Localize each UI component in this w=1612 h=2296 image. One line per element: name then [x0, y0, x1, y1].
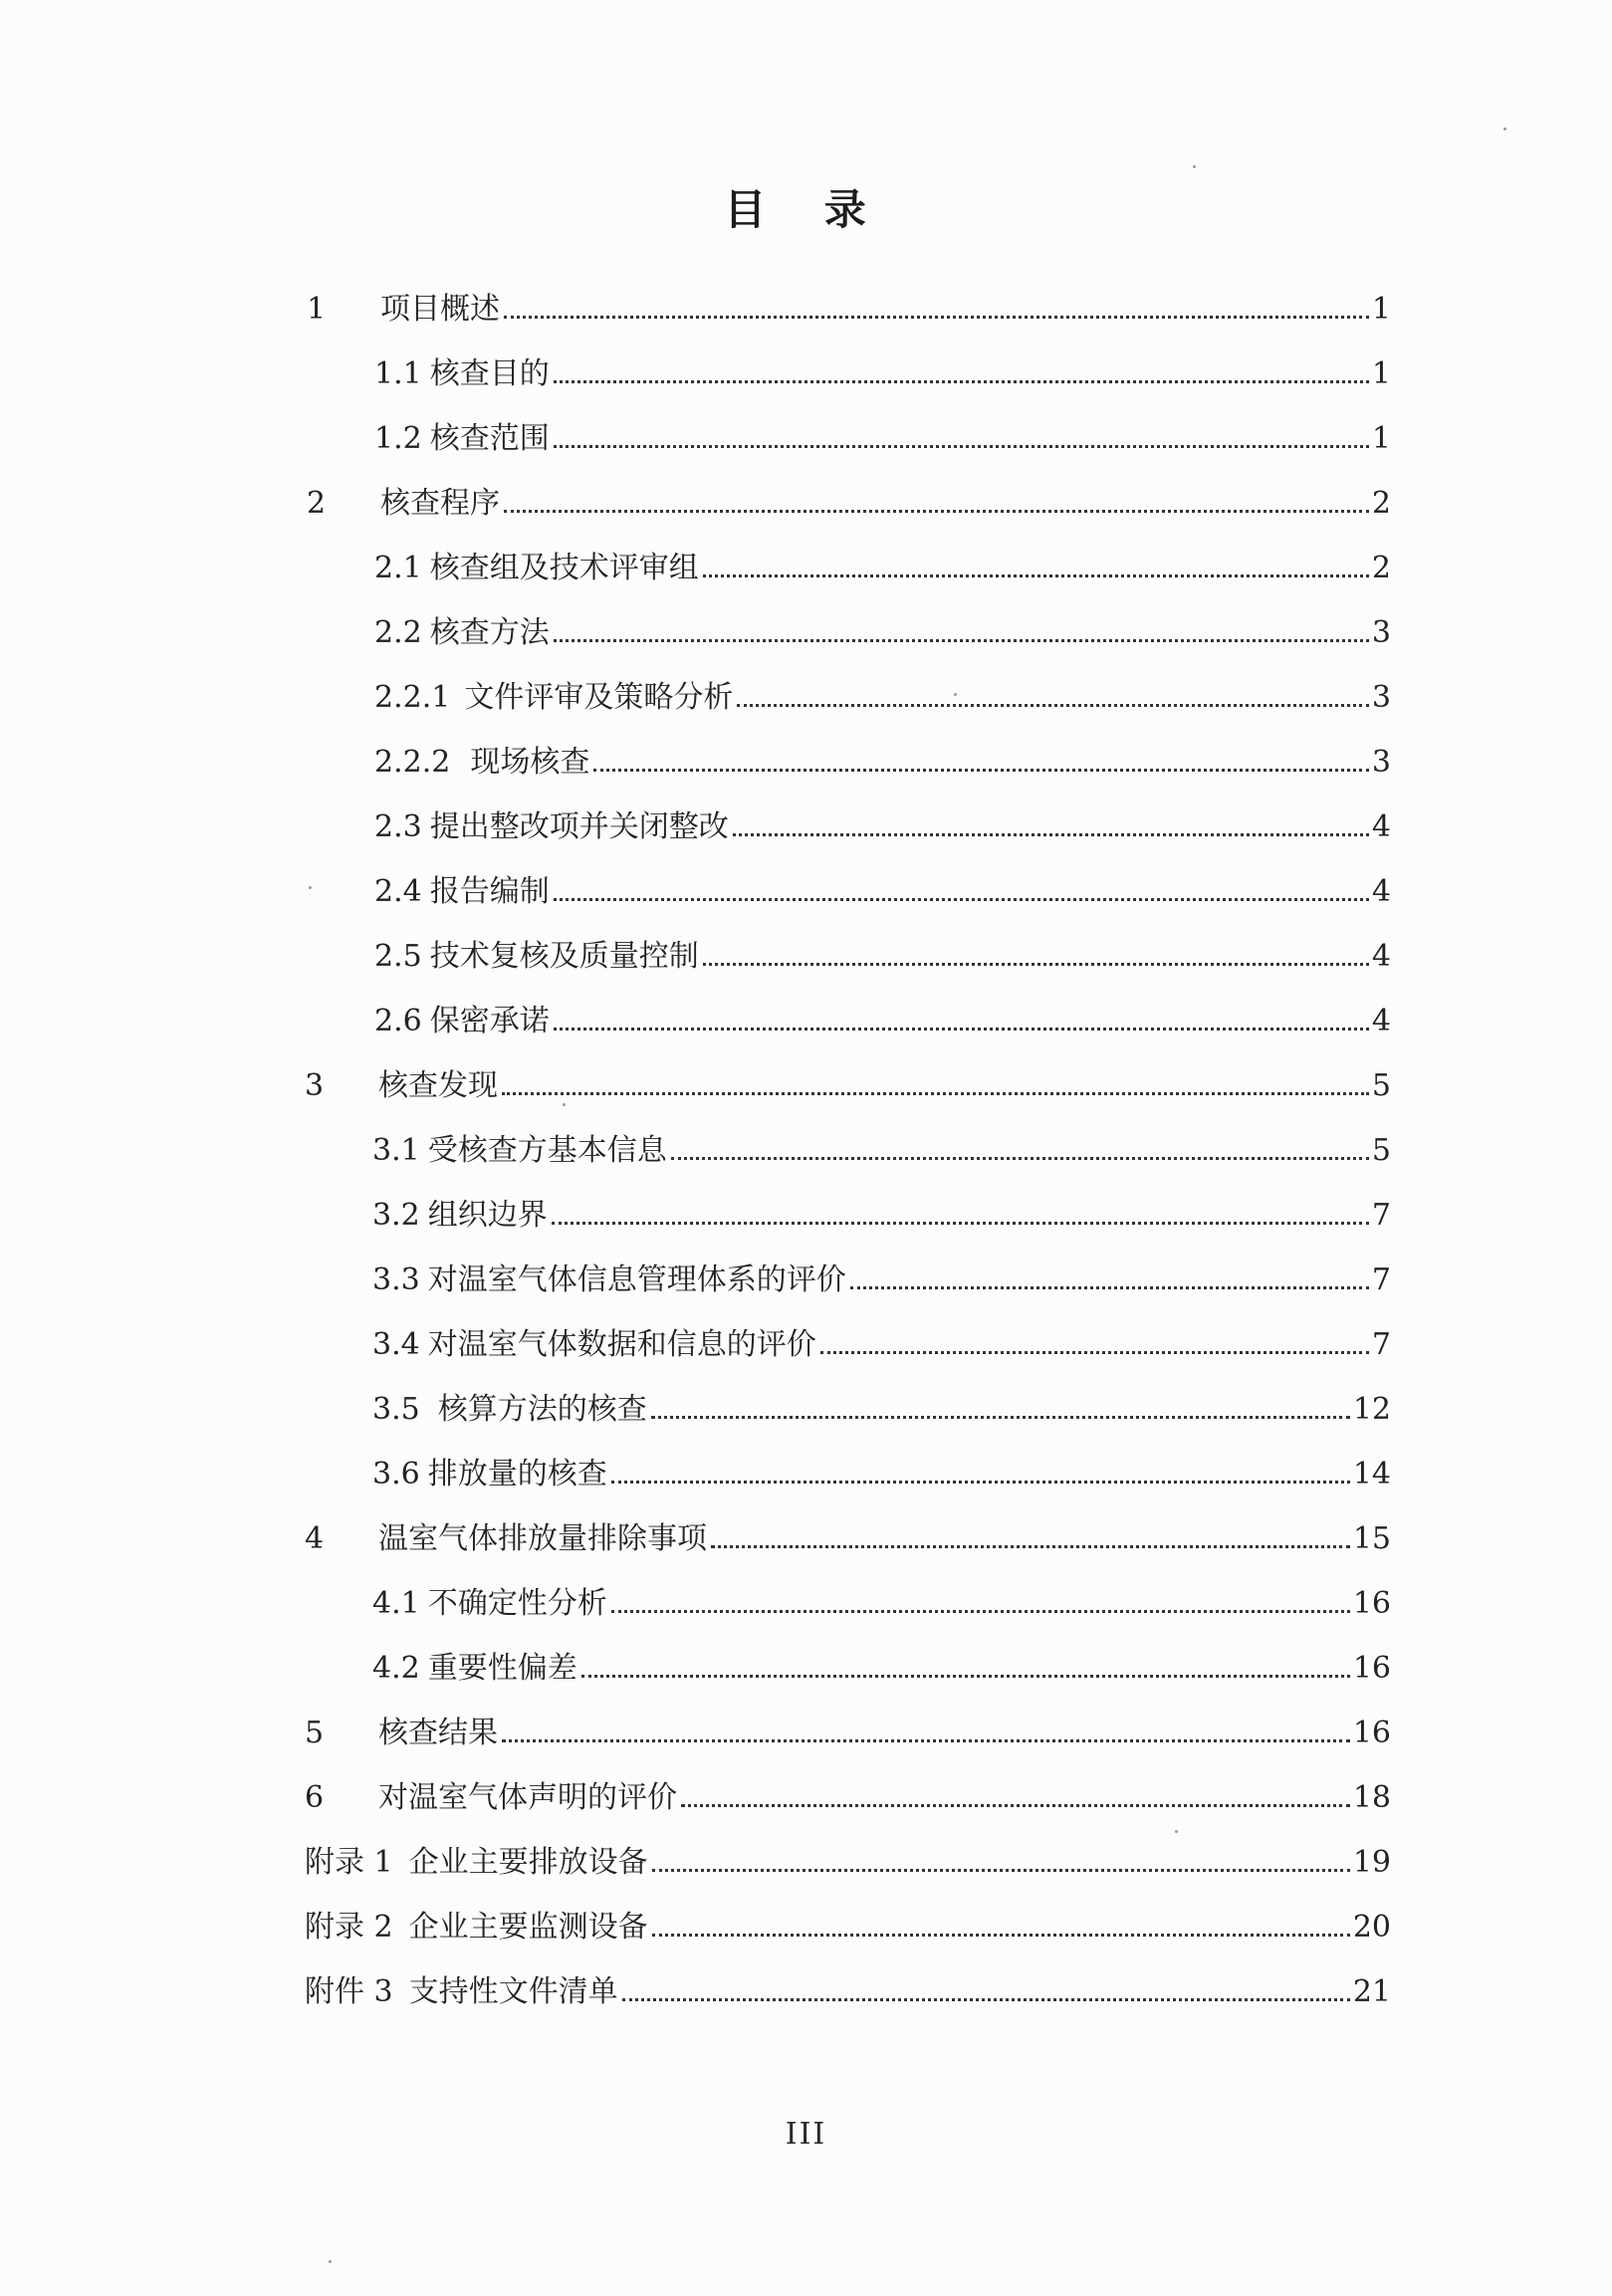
toc-entry[interactable] — [374, 348, 1391, 392]
toc-leader-dots — [554, 1028, 1369, 1031]
toc-leader-dots — [554, 445, 1369, 448]
scan-speck — [1193, 165, 1196, 168]
toc-entry-number: 4.1 — [372, 1586, 420, 1621]
toc-entry-page: 16 — [1352, 1586, 1391, 1621]
toc-entry-label: 核算方法的核查 — [437, 1392, 647, 1427]
toc-leader-dots — [554, 898, 1369, 901]
toc-entry-label: 温室气体排放量排除事项 — [378, 1521, 707, 1556]
toc-entry[interactable] — [305, 1513, 1391, 1557]
toc-entry-number: 6 — [305, 1780, 325, 1815]
toc-entry[interactable] — [305, 1837, 1391, 1881]
toc-leader-dots — [554, 639, 1369, 642]
toc-entry[interactable] — [372, 1190, 1391, 1234]
scan-speck — [309, 886, 312, 889]
toc-leader-dots — [622, 1998, 1350, 2001]
toc-leader-dots — [671, 1157, 1369, 1160]
toc-leader-dots — [737, 704, 1369, 707]
page-number: III — [785, 2117, 827, 2152]
toc-entry-number: 附录 1 — [305, 1845, 393, 1880]
toc-entry-label: 企业主要监测设备 — [408, 1910, 648, 1945]
scan-speck — [954, 693, 957, 696]
toc-leader-dots — [703, 574, 1369, 577]
toc-entry-number: 3 — [305, 1068, 325, 1103]
toc-entry-number: 1.1 — [374, 356, 422, 391]
toc-entry-label: 核查程序 — [380, 486, 500, 521]
toc-leader-dots — [733, 833, 1369, 836]
toc-leader-dots — [681, 1804, 1350, 1807]
toc-entry[interactable] — [307, 478, 1391, 522]
toc-entry[interactable] — [374, 543, 1391, 586]
toc-entry[interactable] — [372, 1578, 1391, 1622]
toc-leader-dots — [504, 316, 1369, 319]
scan-speck — [1503, 127, 1506, 130]
toc-entry-page: 15 — [1352, 1521, 1391, 1556]
toc-entry-number: 3.3 — [372, 1263, 420, 1297]
toc-entry-label: 受核查方基本信息 — [427, 1133, 667, 1168]
toc-entry-page: 7 — [1371, 1327, 1391, 1362]
toc-entry-label: 排放量的核查 — [427, 1457, 607, 1492]
scan-speck — [329, 2260, 332, 2263]
toc-entry-page: 7 — [1371, 1198, 1391, 1233]
toc-entry-page: 4 — [1371, 1004, 1391, 1038]
toc-entry-label: 技术复核及质量控制 — [429, 939, 699, 974]
toc-entry-page: 12 — [1352, 1392, 1391, 1427]
toc-entry-page: 2 — [1371, 551, 1391, 585]
toc-entry-number: 1 — [307, 292, 327, 327]
toc-entry-page: 16 — [1352, 1651, 1391, 1686]
toc-entry[interactable] — [305, 1772, 1391, 1816]
toc-entry-label: 对温室气体信息管理体系的评价 — [427, 1263, 846, 1297]
toc-entry-label: 报告编制 — [429, 874, 550, 909]
toc-entry-label: 保密承诺 — [429, 1004, 550, 1038]
toc-entry[interactable] — [374, 413, 1391, 457]
toc-entry[interactable] — [305, 1060, 1391, 1104]
toc-entry-number: 2.5 — [374, 939, 422, 974]
toc-leader-dots — [504, 510, 1369, 513]
toc-entry-number: 附录 2 — [305, 1910, 393, 1945]
toc-entry-page: 1 — [1371, 356, 1391, 391]
scan-speck — [1175, 1830, 1178, 1833]
toc-title: 目 录 — [724, 185, 888, 234]
toc-entry-number: 2.1 — [374, 551, 422, 585]
scan-speck — [563, 1103, 566, 1106]
toc-entry-label: 核查方法 — [429, 615, 550, 650]
toc-entry[interactable] — [372, 1384, 1391, 1428]
toc-entry[interactable] — [307, 284, 1391, 328]
toc-entry-label: 项目概述 — [380, 292, 500, 327]
toc-entry[interactable] — [372, 1255, 1391, 1298]
toc-entry-label: 重要性偏差 — [427, 1651, 577, 1686]
toc-entry-page: 20 — [1352, 1910, 1391, 1945]
toc-leader-dots — [552, 1222, 1369, 1225]
toc-entry-page: 4 — [1371, 874, 1391, 909]
toc-entry[interactable] — [372, 1449, 1391, 1492]
toc-entry-label: 现场核查 — [470, 745, 590, 780]
toc-leader-dots — [850, 1286, 1369, 1289]
toc-entry-label: 支持性文件清单 — [408, 1974, 618, 2009]
toc-entry-number: 附件 3 — [305, 1974, 393, 2009]
toc-entry-page: 4 — [1371, 809, 1391, 844]
toc-entry[interactable] — [305, 1708, 1391, 1751]
toc-entry-number: 2.2 — [374, 615, 422, 650]
toc-entry-page: 14 — [1352, 1457, 1391, 1492]
toc-entry-label: 提出整改项并关闭整改 — [429, 809, 729, 844]
toc-entry-page: 3 — [1371, 615, 1391, 650]
toc-entry[interactable] — [372, 1643, 1391, 1687]
toc-entry-label: 文件评审及策略分析 — [464, 680, 734, 715]
toc-entry-number: 2 — [307, 486, 327, 521]
toc-leader-dots — [820, 1351, 1369, 1354]
toc-entry-page: 19 — [1352, 1845, 1391, 1880]
toc-entry-label: 核查目的 — [429, 356, 550, 391]
toc-entry-page: 5 — [1371, 1133, 1391, 1168]
toc-entry-label: 核查组及技术评审组 — [429, 551, 699, 585]
toc-entry-number: 2.6 — [374, 1004, 422, 1038]
toc-entry[interactable] — [305, 1966, 1391, 2010]
toc-entry-number: 3.5 — [372, 1392, 420, 1427]
toc-entry-number: 5 — [305, 1716, 325, 1750]
toc-entry[interactable] — [374, 866, 1391, 910]
toc-entry-number: 3.6 — [372, 1457, 420, 1492]
toc-leader-dots — [581, 1675, 1350, 1678]
toc-entry-label: 企业主要排放设备 — [408, 1845, 648, 1880]
toc-entry[interactable] — [374, 607, 1391, 651]
toc-entry-page: 18 — [1352, 1780, 1391, 1815]
toc-entry-label: 对温室气体声明的评价 — [378, 1780, 677, 1815]
toc-entry-number: 1.2 — [374, 421, 422, 456]
toc-leader-dots — [593, 769, 1369, 772]
toc-entry-page: 16 — [1352, 1716, 1391, 1750]
toc-entry[interactable] — [374, 737, 1391, 781]
toc-entry[interactable] — [372, 1319, 1391, 1363]
toc-entry[interactable] — [372, 1125, 1391, 1169]
toc-entry-number: 3.1 — [372, 1133, 420, 1168]
toc-leader-dots — [652, 1934, 1350, 1937]
toc-entry-label: 核查结果 — [378, 1716, 498, 1750]
toc-entry-label: 核查范围 — [429, 421, 550, 456]
toc-entry-number: 2.2.2 — [374, 745, 451, 780]
toc-entry-page: 4 — [1371, 939, 1391, 974]
toc-leader-dots — [502, 1092, 1369, 1095]
toc-entry-page: 3 — [1371, 745, 1391, 780]
toc-leader-dots — [652, 1869, 1350, 1872]
toc-entry[interactable] — [374, 931, 1391, 975]
toc-entry-label: 核查发现 — [378, 1068, 498, 1103]
toc-entry-number: 2.2.1 — [374, 680, 451, 715]
toc-entry-number: 4.2 — [372, 1651, 420, 1686]
toc-leader-dots — [611, 1481, 1350, 1484]
toc-entry-label: 不确定性分析 — [427, 1586, 607, 1621]
toc-entry-page: 7 — [1371, 1263, 1391, 1297]
toc-leader-dots — [703, 963, 1369, 966]
toc-leader-dots — [554, 380, 1369, 383]
toc-entry[interactable] — [374, 802, 1391, 845]
toc-entry-page: 21 — [1352, 1974, 1391, 2009]
toc-entry-page: 1 — [1371, 421, 1391, 456]
toc-entry-number: 2.4 — [374, 874, 422, 909]
toc-leader-dots — [611, 1610, 1350, 1613]
toc-entry-number: 3.2 — [372, 1198, 420, 1233]
toc-entry-number: 3.4 — [372, 1327, 420, 1362]
toc-entry[interactable] — [305, 1902, 1391, 1946]
toc-entry-number: 2.3 — [374, 809, 422, 844]
toc-entry-page: 2 — [1371, 486, 1391, 521]
toc-entry-page: 3 — [1371, 680, 1391, 715]
toc-entry[interactable] — [374, 672, 1391, 716]
toc-leader-dots — [502, 1739, 1350, 1742]
toc-entry-label: 对温室气体数据和信息的评价 — [427, 1327, 816, 1362]
toc-entry-page: 5 — [1371, 1068, 1391, 1103]
toc-leader-dots — [711, 1545, 1350, 1548]
toc-entry-page: 1 — [1371, 292, 1391, 327]
toc-entry[interactable] — [374, 996, 1391, 1039]
toc-leader-dots — [651, 1416, 1350, 1419]
toc-entry-number: 4 — [305, 1521, 325, 1556]
toc-entry-label: 组织边界 — [427, 1198, 548, 1233]
